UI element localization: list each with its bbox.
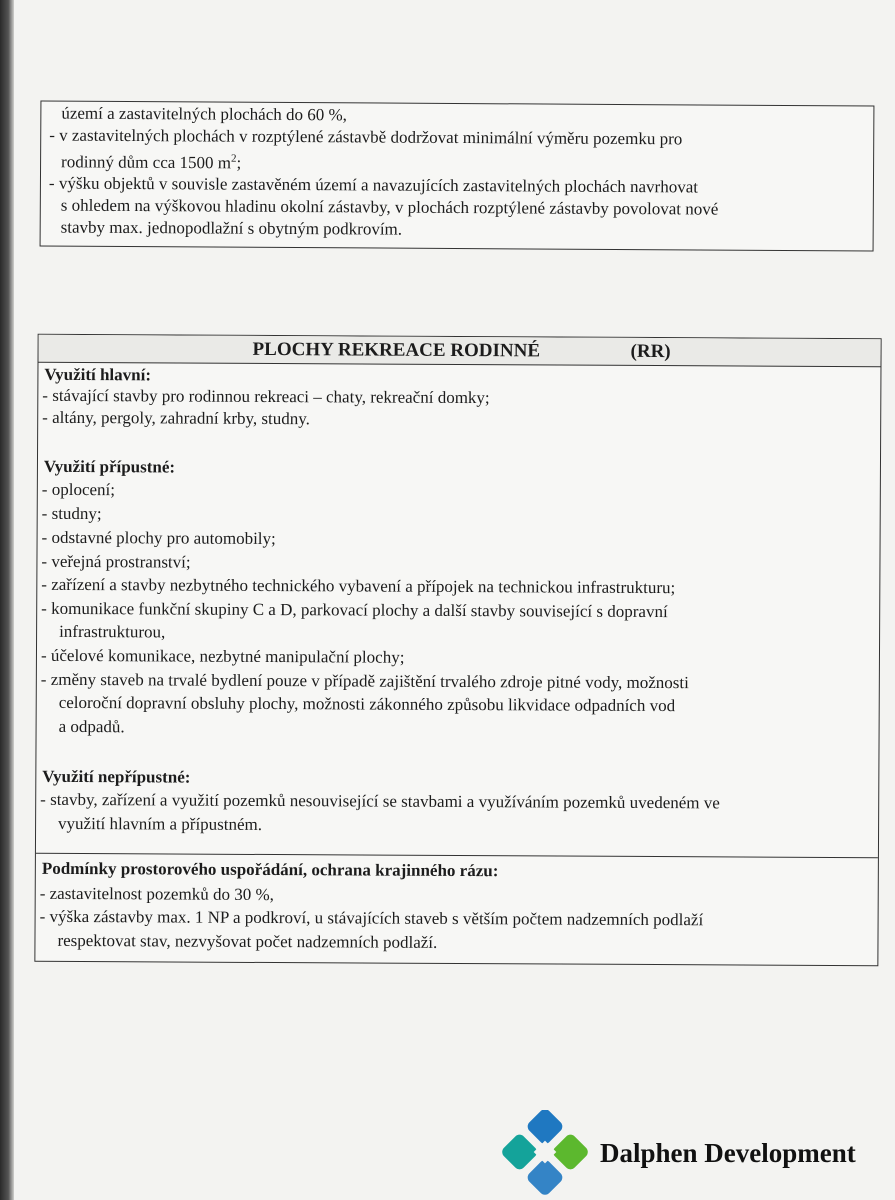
section-heading-bar bbox=[38, 335, 880, 367]
list-item: - stávající stavby pro rodinnou rekreaci – chaty, rekreační domky; bbox=[42, 385, 490, 408]
list-item: - zařízení a stavby nezbytného technického vybavení a přípojek na technickou infrastrukturu; bbox=[41, 574, 676, 598]
text-line: s ohledem na výškovou hladinu okolní zástavby, v plochách rozptýlené zástavby povolovat nové bbox=[60, 195, 719, 219]
list-item: - odstavné plochy pro automobily; bbox=[41, 527, 276, 549]
list-item: - výška zástavby max. 1 NP a podkroví, u stávajících staveb s větším počtem nadzemních podlaží bbox=[39, 906, 704, 930]
prohibited-use-heading: Využití nepřípustné: bbox=[42, 766, 191, 787]
section-title: PLOCHY REKREACE RODINNÉ bbox=[252, 338, 541, 362]
list-item-continuation: využití hlavním a přípustném. bbox=[58, 813, 263, 834]
list-item: - stavby, zařízení a využití pozemků nesouvisející se stavbami a využíváním pozemků uvedeném ve bbox=[40, 789, 720, 813]
text-line-area: rodinný dům cca 1500 $m^2$; bbox=[61, 152, 242, 173]
list-item: - altány, pergoly, zahradní krby, studny. bbox=[42, 407, 310, 429]
section-code: (RR) bbox=[630, 340, 671, 363]
list-item-continuation: a odpadů. bbox=[58, 716, 125, 737]
list-item: - veřejná prostranství; bbox=[41, 551, 191, 572]
list-item: - studny; bbox=[41, 503, 102, 524]
conditions-heading: Podmínky prostorového uspořádání, ochrana krajinného rázu: bbox=[41, 858, 499, 881]
permitted-use-heading: Využití přípustné: bbox=[43, 456, 176, 477]
dalphen-logo-icon bbox=[500, 1110, 590, 1195]
list-item: - komunikace funkční skupiny C a D, parkovací plochy a další stavby související s dopravní bbox=[41, 598, 668, 622]
list-item: - zastavitelnost pozemků do 30 %, bbox=[39, 883, 274, 905]
main-use-heading: Využití hlavní: bbox=[44, 364, 152, 385]
text-line: území a zastavitelných plochách do 60 %, bbox=[61, 103, 348, 125]
text-line: - v zastavitelných plochách v rozptýlené zástavbě dodržovat minimální výměru pozemku pro bbox=[49, 125, 683, 149]
list-item: - změny staveb na trvalé bydlení pouze v případě zajištění trvalého zdroje pitné vody, možnosti bbox=[40, 669, 689, 693]
list-item-continuation: celoroční dopravní obsluhy plochy, možnosti zákonného způsobu likvidace odpadních vod bbox=[58, 692, 676, 716]
list-item: - oplocení; bbox=[41, 479, 116, 500]
section-divider bbox=[36, 853, 878, 858]
list-item-continuation: respektovat stav, nezvyšovat počet nadzemních podlaží. bbox=[57, 930, 438, 952]
text-line: stavby max. jednopodlažní s obytným podkrovím. bbox=[60, 217, 403, 239]
list-item: - účelové komunikace, nezbytné manipulační plochy; bbox=[40, 645, 405, 667]
logo-text: Dalphen Development bbox=[600, 1138, 856, 1168]
text-line: - výšku objektů v souvisle zastavěném území a navazujících zastavitelných plochách navrhovat bbox=[48, 173, 699, 197]
previous-section-box bbox=[40, 100, 875, 251]
list-item-continuation: infrastrukturou, bbox=[59, 621, 166, 642]
page-edge-shadow bbox=[0, 0, 14, 1200]
rr-section-box bbox=[34, 334, 881, 966]
